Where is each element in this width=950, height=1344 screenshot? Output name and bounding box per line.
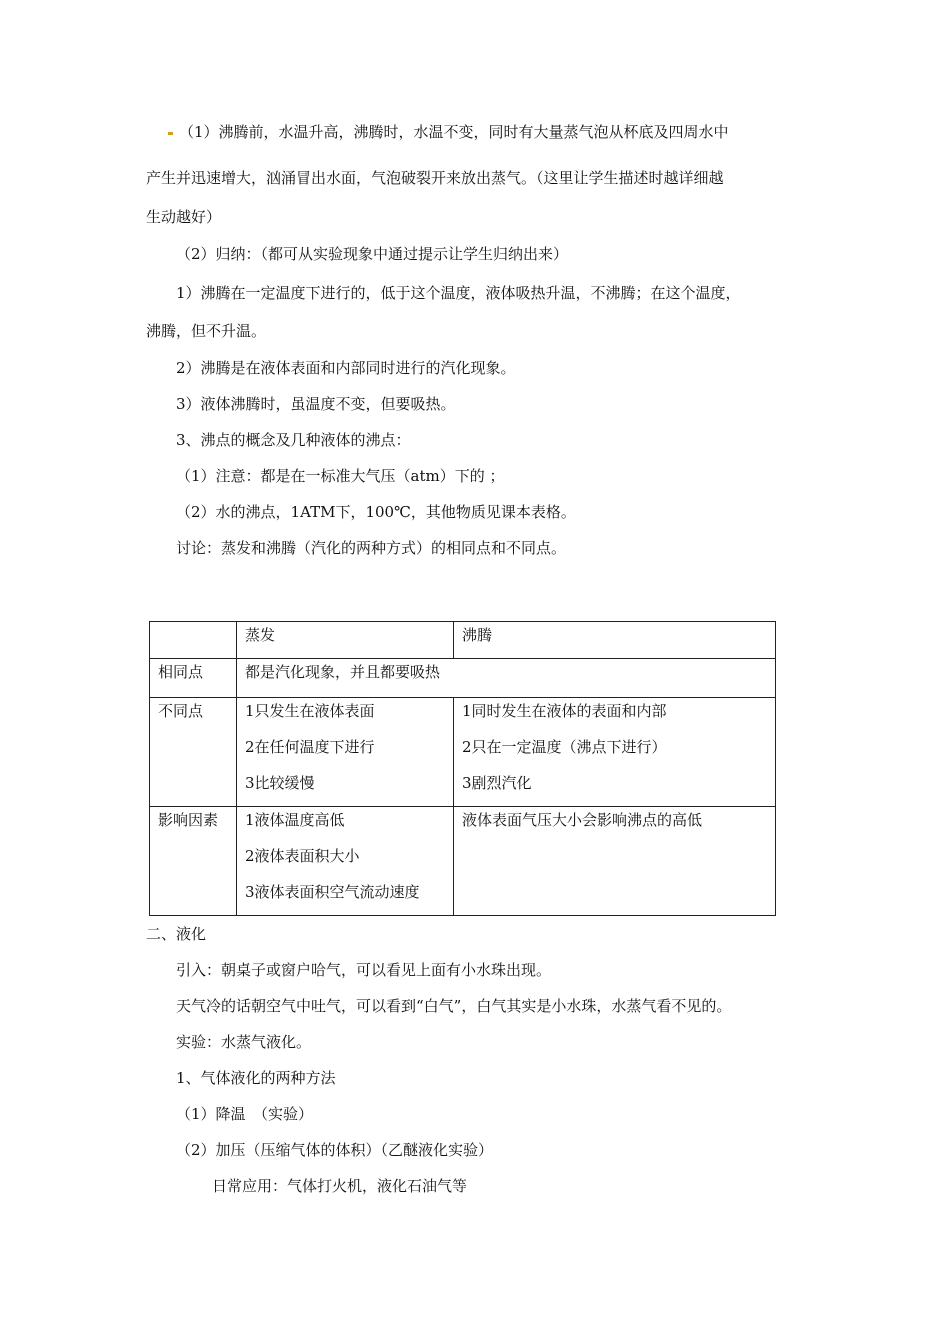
table-cell <box>150 622 237 659</box>
paragraph-line: 1）沸腾在一定温度下进行的，低于这个温度，液体吸热升温，不沸腾；在这个温度， <box>176 284 741 302</box>
paragraph-line: （1）注意：都是在一标准大气压（atm）下的 ； <box>176 467 505 485</box>
paragraph-line: 3）液体沸腾时，虽温度不变，但要吸热。 <box>176 395 456 413</box>
paragraph-line: （2）加压（压缩气体的体积）（乙醚液化实验） <box>176 1141 494 1159</box>
paragraph-line: 1、气体液化的两种方法 <box>176 1069 336 1087</box>
paragraph-line: 沸腾，但不升温。 <box>146 322 267 340</box>
paragraph-line: 引入：朝桌子或窗户哈气，可以看见上面有小水珠出现。 <box>176 961 552 979</box>
paragraph-line: （1）降温 （实验） <box>176 1105 314 1123</box>
table-cell: 都是汽化现象，并且都要吸热 <box>237 659 776 698</box>
table-row <box>150 698 776 807</box>
paragraph-line: （2）水的沸点，1ATM下，100℃，其他物质见课本表格。 <box>176 503 576 521</box>
table-cell: 沸腾 <box>454 622 776 659</box>
paragraph-line: 生动越好） <box>146 208 222 226</box>
paragraph-line: （2）归纳：（都可从实验现象中通过提示让学生归纳出来） <box>176 245 569 263</box>
table-cell: 相同点 <box>150 659 237 698</box>
table-row <box>150 807 776 916</box>
paragraph-line: （1）沸腾前，水温升高，沸腾时，水温不变，同时有大量蒸气泡从杯底及四周水中 <box>168 122 729 142</box>
edit-mark <box>168 132 173 135</box>
paragraph-line: 实验：水蒸气液化。 <box>176 1033 312 1051</box>
paragraph-line: 日常应用：气体打火机，液化石油气等 <box>212 1177 468 1195</box>
table-cell: 影响因素 <box>150 807 237 916</box>
paragraph-line: 产生并迅速增大，汹涌冒出水面，气泡破裂开来放出蒸气。（这里让学生描述时越详细越 <box>146 169 724 187</box>
table-cell: 1只发生在液体表面 2在任何温度下进行 3比较缓慢 <box>237 698 454 807</box>
comparison-table <box>149 621 776 916</box>
table-cell: 1同时发生在液体的表面和内部 2只在一定温度（沸点下进行） 3剧烈汽化 <box>454 698 776 807</box>
paragraph-line: 讨论：蒸发和沸腾（汽化的两种方式）的相同点和不同点。 <box>176 539 567 557</box>
paragraph-line: 3、沸点的概念及几种液体的沸点： <box>176 431 411 449</box>
paragraph-line: 2）沸腾是在液体表面和内部同时进行的汽化现象。 <box>176 359 516 377</box>
table-cell: 不同点 <box>150 698 237 807</box>
table-cell: 蒸发 <box>237 622 454 659</box>
table-cell: 1液体温度高低 2液体表面积大小 3液体表面积空气流动速度 <box>237 807 454 916</box>
table-cell: 液体表面气压大小会影响沸点的高低 <box>454 807 776 916</box>
section-heading: 二、液化 <box>146 925 207 943</box>
table-row <box>150 659 776 698</box>
table-header-row <box>150 622 776 659</box>
paragraph-line: 天气冷的话朝空气中吐气，可以看到“白气”，白气其实是小水珠，水蒸气看不见的。 <box>176 997 732 1015</box>
